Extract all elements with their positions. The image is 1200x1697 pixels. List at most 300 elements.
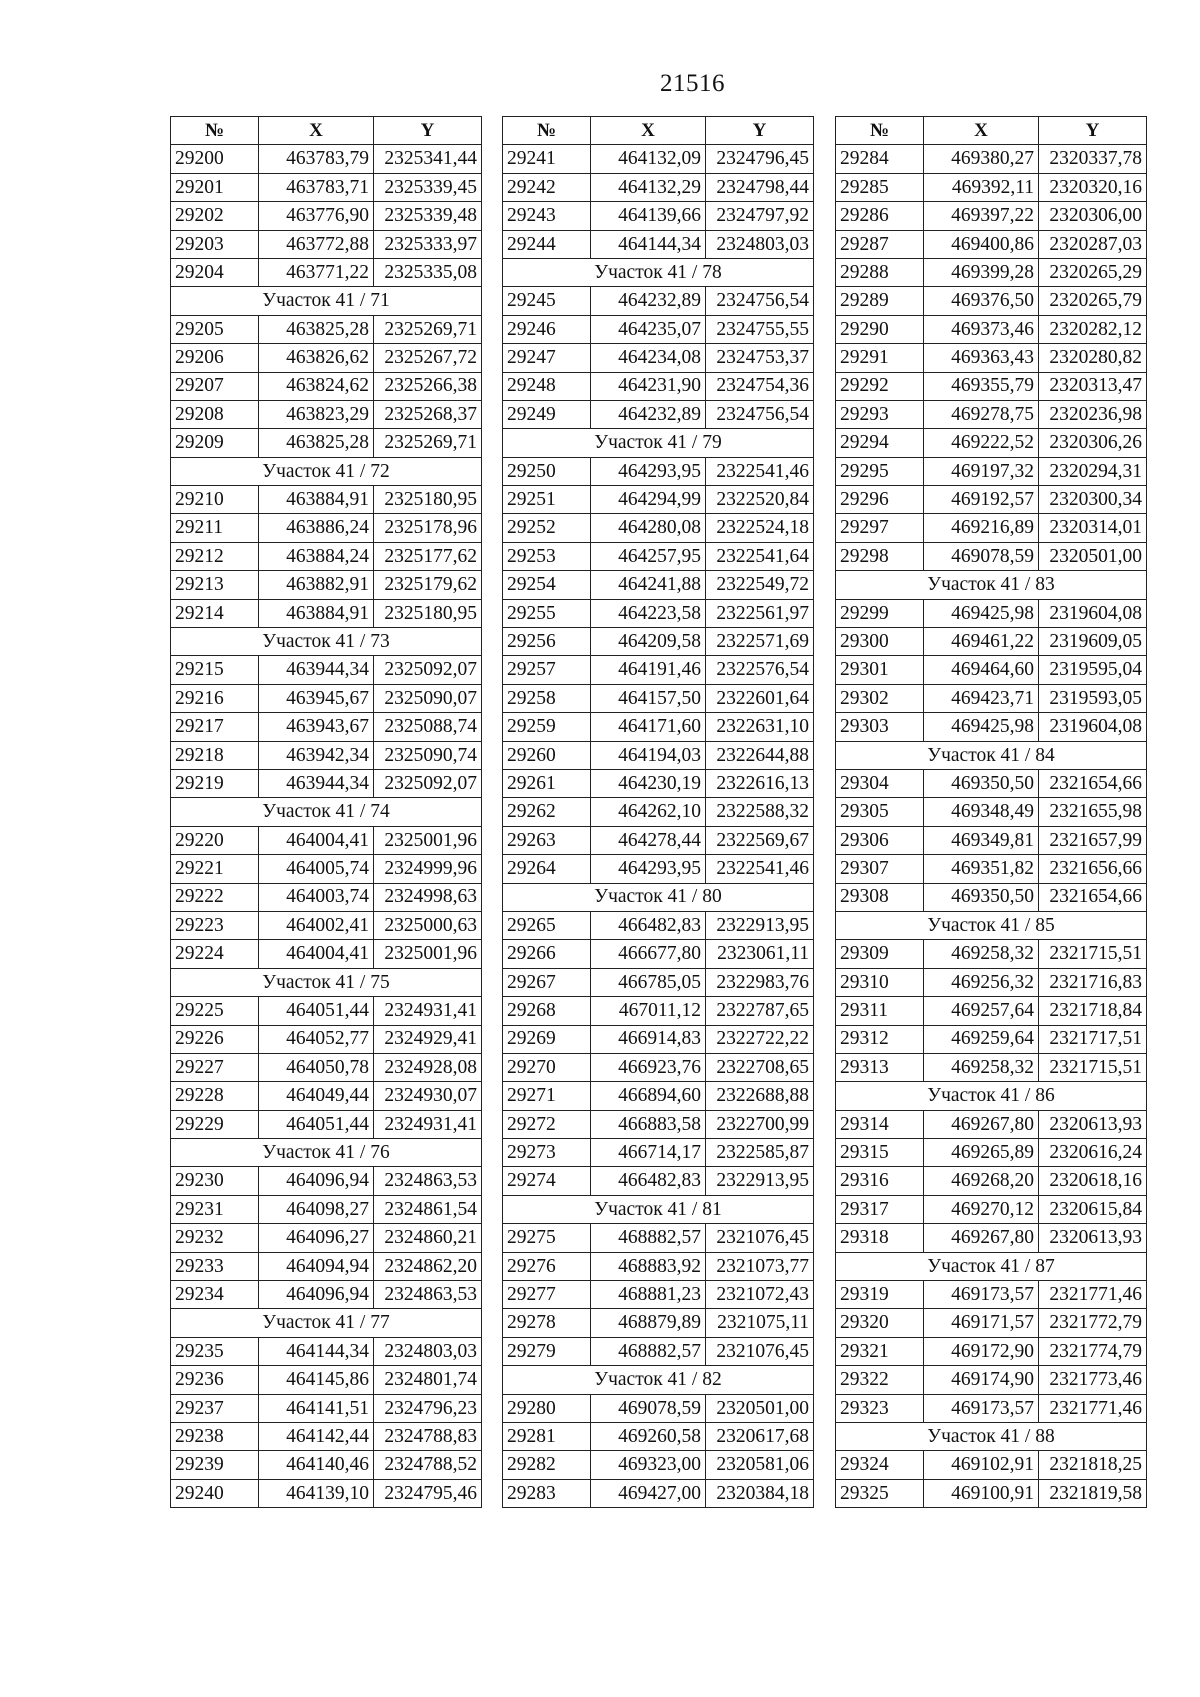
y-coordinate-cell: 2320265,29 — [1039, 258, 1147, 286]
y-coordinate-cell: 2320617,68 — [706, 1422, 814, 1450]
table-row — [836, 798, 1147, 826]
y-coordinate-cell: 2324930,07 — [374, 1082, 482, 1110]
point-number-cell: 29249 — [503, 400, 591, 428]
x-coordinate-cell: 468879,89 — [591, 1309, 706, 1337]
y-coordinate-cell: 2324801,74 — [374, 1366, 482, 1394]
table-row — [836, 1224, 1147, 1252]
y-coordinate-cell: 2319593,05 — [1039, 684, 1147, 712]
table-row — [836, 1366, 1147, 1394]
section-title: Участок 41 / 78 — [503, 258, 814, 286]
point-number-cell: 29303 — [836, 713, 924, 741]
x-coordinate-cell: 464051,44 — [259, 1110, 374, 1138]
table-row — [836, 628, 1147, 656]
point-number-cell: 29217 — [171, 713, 259, 741]
x-coordinate-cell: 464004,41 — [259, 826, 374, 854]
table-row — [171, 1167, 482, 1195]
y-coordinate-cell: 2324796,23 — [374, 1394, 482, 1422]
x-coordinate-cell: 469222,52 — [924, 429, 1039, 457]
x-coordinate-cell: 469400,86 — [924, 230, 1039, 258]
point-number-cell: 29301 — [836, 656, 924, 684]
x-coordinate-cell: 463825,28 — [259, 315, 374, 343]
point-number-cell: 29269 — [503, 1025, 591, 1053]
table-row — [503, 571, 814, 599]
x-coordinate-cell: 468883,92 — [591, 1252, 706, 1280]
x-coordinate-cell: 464144,34 — [259, 1337, 374, 1365]
point-number-cell: 29298 — [836, 542, 924, 570]
table-row — [171, 1451, 482, 1479]
section-header-row — [171, 798, 482, 826]
table-row — [503, 684, 814, 712]
x-coordinate-cell: 469173,57 — [924, 1281, 1039, 1309]
section-title: Участок 41 / 82 — [503, 1366, 814, 1394]
x-coordinate-cell: 467011,12 — [591, 997, 706, 1025]
table-row — [171, 1366, 482, 1394]
table-row — [836, 656, 1147, 684]
section-header-row — [171, 628, 482, 656]
table-row — [171, 1394, 482, 1422]
table-row — [503, 769, 814, 797]
point-number-cell: 29311 — [836, 997, 924, 1025]
x-coordinate-cell: 469348,49 — [924, 798, 1039, 826]
y-coordinate-cell: 2325178,96 — [374, 514, 482, 542]
y-coordinate-cell: 2324796,45 — [706, 145, 814, 173]
table-row — [836, 372, 1147, 400]
x-coordinate-cell: 466482,83 — [591, 911, 706, 939]
x-coordinate-cell: 469267,80 — [924, 1224, 1039, 1252]
y-coordinate-cell: 2324788,52 — [374, 1451, 482, 1479]
x-coordinate-cell: 463776,90 — [259, 202, 374, 230]
point-number-cell: 29206 — [171, 344, 259, 372]
point-number-cell: 29222 — [171, 883, 259, 911]
y-coordinate-cell: 2325333,97 — [374, 230, 482, 258]
table-row — [503, 315, 814, 343]
section-title: Участок 41 / 75 — [171, 968, 482, 996]
x-coordinate-cell: 464231,90 — [591, 372, 706, 400]
table-row — [836, 1110, 1147, 1138]
table-row — [171, 202, 482, 230]
point-number-cell: 29289 — [836, 287, 924, 315]
x-coordinate-cell: 469350,50 — [924, 883, 1039, 911]
section-title: Участок 41 / 84 — [836, 741, 1147, 769]
table-row — [171, 542, 482, 570]
point-number-cell: 29262 — [503, 798, 591, 826]
point-number-cell: 29209 — [171, 429, 259, 457]
x-coordinate-cell: 463825,28 — [259, 429, 374, 457]
x-coordinate-cell: 464144,34 — [591, 230, 706, 258]
y-coordinate-cell: 2322983,76 — [706, 968, 814, 996]
x-coordinate-cell: 464094,94 — [259, 1252, 374, 1280]
x-coordinate-cell: 469392,11 — [924, 173, 1039, 201]
x-coordinate-cell: 469376,50 — [924, 287, 1039, 315]
y-coordinate-cell: 2325269,71 — [374, 429, 482, 457]
y-coordinate-cell: 2322688,88 — [706, 1082, 814, 1110]
table-row — [171, 258, 482, 286]
point-number-cell: 29282 — [503, 1451, 591, 1479]
y-coordinate-cell: 2319595,04 — [1039, 656, 1147, 684]
y-coordinate-cell: 2320581,06 — [706, 1451, 814, 1479]
table-row — [503, 372, 814, 400]
table-header-row — [836, 117, 1147, 145]
x-coordinate-cell: 463783,71 — [259, 173, 374, 201]
coordinates-table-left — [170, 116, 482, 1508]
point-number-cell: 29201 — [171, 173, 259, 201]
y-coordinate-cell: 2319604,08 — [1039, 713, 1147, 741]
x-coordinate-cell: 469351,82 — [924, 855, 1039, 883]
table-row — [503, 202, 814, 230]
y-coordinate-cell: 2325000,63 — [374, 911, 482, 939]
point-number-cell: 29305 — [836, 798, 924, 826]
y-coordinate-cell: 2321715,51 — [1039, 1053, 1147, 1081]
table-row — [503, 1167, 814, 1195]
point-number-cell: 29215 — [171, 656, 259, 684]
y-coordinate-cell: 2324999,96 — [374, 855, 482, 883]
table-row — [503, 400, 814, 428]
table-row — [836, 1451, 1147, 1479]
section-header-row — [171, 1139, 482, 1167]
table-row — [836, 1394, 1147, 1422]
point-number-cell: 29273 — [503, 1139, 591, 1167]
y-coordinate-cell: 2325267,72 — [374, 344, 482, 372]
point-number-cell: 29234 — [171, 1281, 259, 1309]
x-coordinate-cell: 463771,22 — [259, 258, 374, 286]
table-row — [171, 1479, 482, 1507]
table-row — [503, 145, 814, 173]
y-coordinate-cell: 2320616,24 — [1039, 1139, 1147, 1167]
y-coordinate-cell: 2324754,36 — [706, 372, 814, 400]
x-coordinate-cell: 464234,08 — [591, 344, 706, 372]
point-number-cell: 29300 — [836, 628, 924, 656]
y-coordinate-cell: 2321654,66 — [1039, 883, 1147, 911]
point-number-cell: 29307 — [836, 855, 924, 883]
point-number-cell: 29253 — [503, 542, 591, 570]
section-header-row — [836, 571, 1147, 599]
y-coordinate-cell: 2321773,46 — [1039, 1366, 1147, 1394]
x-coordinate-cell: 466785,05 — [591, 968, 706, 996]
table-row — [836, 230, 1147, 258]
table-body — [171, 145, 482, 1508]
table-row — [836, 1337, 1147, 1365]
table-row — [171, 1422, 482, 1450]
y-coordinate-cell: 2324797,92 — [706, 202, 814, 230]
point-number-cell: 29318 — [836, 1224, 924, 1252]
x-coordinate-cell: 464132,09 — [591, 145, 706, 173]
table-row — [836, 1167, 1147, 1195]
point-number-cell: 29256 — [503, 628, 591, 656]
point-number-cell: 29254 — [503, 571, 591, 599]
section-header-row — [503, 258, 814, 286]
x-coordinate-cell: 466714,17 — [591, 1139, 706, 1167]
point-number-cell: 29240 — [171, 1479, 259, 1507]
column-header-y: Y — [374, 117, 482, 145]
table-header-row — [171, 117, 482, 145]
point-number-cell: 29261 — [503, 769, 591, 797]
y-coordinate-cell: 2322787,65 — [706, 997, 814, 1025]
table-row — [836, 258, 1147, 286]
y-coordinate-cell: 2325339,45 — [374, 173, 482, 201]
x-coordinate-cell: 464257,95 — [591, 542, 706, 570]
y-coordinate-cell: 2322524,18 — [706, 514, 814, 542]
point-number-cell: 29218 — [171, 741, 259, 769]
x-coordinate-cell: 469174,90 — [924, 1366, 1039, 1394]
table-row — [171, 741, 482, 769]
y-coordinate-cell: 2324798,44 — [706, 173, 814, 201]
point-number-cell: 29306 — [836, 826, 924, 854]
point-number-cell: 29280 — [503, 1394, 591, 1422]
x-coordinate-cell: 469192,57 — [924, 486, 1039, 514]
point-number-cell: 29266 — [503, 940, 591, 968]
table-row — [171, 344, 482, 372]
y-coordinate-cell: 2322569,67 — [706, 826, 814, 854]
y-coordinate-cell: 2321656,66 — [1039, 855, 1147, 883]
x-coordinate-cell: 469260,58 — [591, 1422, 706, 1450]
point-number-cell: 29264 — [503, 855, 591, 883]
point-number-cell: 29293 — [836, 400, 924, 428]
section-header-row — [836, 741, 1147, 769]
table-row — [836, 457, 1147, 485]
section-title: Участок 41 / 77 — [171, 1309, 482, 1337]
point-number-cell: 29210 — [171, 486, 259, 514]
x-coordinate-cell: 469464,60 — [924, 656, 1039, 684]
table-row — [836, 315, 1147, 343]
table-row — [836, 713, 1147, 741]
y-coordinate-cell: 2319604,08 — [1039, 599, 1147, 627]
x-coordinate-cell: 469355,79 — [924, 372, 1039, 400]
y-coordinate-cell: 2321075,11 — [706, 1309, 814, 1337]
point-number-cell: 29304 — [836, 769, 924, 797]
y-coordinate-cell: 2320236,98 — [1039, 400, 1147, 428]
point-number-cell: 29295 — [836, 457, 924, 485]
table-row — [503, 1281, 814, 1309]
table-row — [836, 599, 1147, 627]
point-number-cell: 29213 — [171, 571, 259, 599]
table-row — [503, 457, 814, 485]
table-row — [171, 514, 482, 542]
point-number-cell: 29221 — [171, 855, 259, 883]
point-number-cell: 29265 — [503, 911, 591, 939]
point-number-cell: 29202 — [171, 202, 259, 230]
point-number-cell: 29200 — [171, 145, 259, 173]
table-header-row — [503, 117, 814, 145]
table-row — [503, 741, 814, 769]
coordinates-table-right — [835, 116, 1147, 1508]
x-coordinate-cell: 463884,24 — [259, 542, 374, 570]
y-coordinate-cell: 2320618,16 — [1039, 1167, 1147, 1195]
y-coordinate-cell: 2321716,83 — [1039, 968, 1147, 996]
column-header-x: X — [591, 117, 706, 145]
point-number-cell: 29267 — [503, 968, 591, 996]
y-coordinate-cell: 2322708,65 — [706, 1053, 814, 1081]
x-coordinate-cell: 464002,41 — [259, 911, 374, 939]
x-coordinate-cell: 469256,32 — [924, 968, 1039, 996]
x-coordinate-cell: 469425,98 — [924, 713, 1039, 741]
point-number-cell: 29229 — [171, 1110, 259, 1138]
x-coordinate-cell: 466894,60 — [591, 1082, 706, 1110]
x-coordinate-cell: 469270,12 — [924, 1195, 1039, 1223]
y-coordinate-cell: 2320613,93 — [1039, 1110, 1147, 1138]
x-coordinate-cell: 464293,95 — [591, 855, 706, 883]
section-header-row — [836, 1422, 1147, 1450]
table-row — [836, 486, 1147, 514]
y-coordinate-cell: 2320337,78 — [1039, 145, 1147, 173]
table-row — [171, 769, 482, 797]
y-coordinate-cell: 2324755,55 — [706, 315, 814, 343]
table-row — [503, 173, 814, 201]
x-coordinate-cell: 466914,83 — [591, 1025, 706, 1053]
x-coordinate-cell: 463942,34 — [259, 741, 374, 769]
y-coordinate-cell: 2324863,53 — [374, 1281, 482, 1309]
x-coordinate-cell: 463944,34 — [259, 769, 374, 797]
x-coordinate-cell: 464141,51 — [259, 1394, 374, 1422]
table-row — [836, 1139, 1147, 1167]
table-row — [171, 429, 482, 457]
table-row — [171, 684, 482, 712]
table-row — [836, 769, 1147, 797]
table-row — [503, 855, 814, 883]
point-number-cell: 29319 — [836, 1281, 924, 1309]
x-coordinate-cell: 464232,89 — [591, 400, 706, 428]
x-coordinate-cell: 468882,57 — [591, 1337, 706, 1365]
x-coordinate-cell: 463882,91 — [259, 571, 374, 599]
table-row — [171, 855, 482, 883]
y-coordinate-cell: 2324788,83 — [374, 1422, 482, 1450]
table-row — [171, 230, 482, 258]
x-coordinate-cell: 464003,74 — [259, 883, 374, 911]
table-row — [836, 1025, 1147, 1053]
table-row — [503, 1252, 814, 1280]
x-coordinate-cell: 463783,79 — [259, 145, 374, 173]
x-coordinate-cell: 464293,95 — [591, 457, 706, 485]
point-number-cell: 29226 — [171, 1025, 259, 1053]
y-coordinate-cell: 2322576,54 — [706, 656, 814, 684]
y-coordinate-cell: 2324756,54 — [706, 400, 814, 428]
point-number-cell: 29257 — [503, 656, 591, 684]
point-number-cell: 29315 — [836, 1139, 924, 1167]
y-coordinate-cell: 2321073,77 — [706, 1252, 814, 1280]
point-number-cell: 29322 — [836, 1366, 924, 1394]
y-coordinate-cell: 2321771,46 — [1039, 1394, 1147, 1422]
table-body — [836, 145, 1147, 1508]
y-coordinate-cell: 2320615,84 — [1039, 1195, 1147, 1223]
x-coordinate-cell: 464142,44 — [259, 1422, 374, 1450]
y-coordinate-cell: 2322571,69 — [706, 628, 814, 656]
table-row — [503, 997, 814, 1025]
x-coordinate-cell: 464232,89 — [591, 287, 706, 315]
table-row — [503, 599, 814, 627]
point-number-cell: 29271 — [503, 1082, 591, 1110]
table-row — [171, 145, 482, 173]
x-coordinate-cell: 469197,32 — [924, 457, 1039, 485]
y-coordinate-cell: 2322541,46 — [706, 457, 814, 485]
y-coordinate-cell: 2321657,99 — [1039, 826, 1147, 854]
point-number-cell: 29207 — [171, 372, 259, 400]
y-coordinate-cell: 2322541,64 — [706, 542, 814, 570]
point-number-cell: 29291 — [836, 344, 924, 372]
point-number-cell: 29294 — [836, 429, 924, 457]
point-number-cell: 29316 — [836, 1167, 924, 1195]
y-coordinate-cell: 2322601,64 — [706, 684, 814, 712]
y-coordinate-cell: 2324928,08 — [374, 1053, 482, 1081]
point-number-cell: 29263 — [503, 826, 591, 854]
table-row — [171, 1053, 482, 1081]
point-number-cell: 29292 — [836, 372, 924, 400]
point-number-cell: 29241 — [503, 145, 591, 173]
x-coordinate-cell: 466677,80 — [591, 940, 706, 968]
table-row — [503, 1422, 814, 1450]
y-coordinate-cell: 2324803,03 — [374, 1337, 482, 1365]
table-row — [171, 883, 482, 911]
point-number-cell: 29252 — [503, 514, 591, 542]
x-coordinate-cell: 469423,71 — [924, 684, 1039, 712]
y-coordinate-cell: 2322561,97 — [706, 599, 814, 627]
y-coordinate-cell: 2321718,84 — [1039, 997, 1147, 1025]
table-row — [503, 656, 814, 684]
section-header-row — [171, 287, 482, 315]
y-coordinate-cell: 2325268,37 — [374, 400, 482, 428]
table-row — [171, 911, 482, 939]
x-coordinate-cell: 464004,41 — [259, 940, 374, 968]
table-row — [503, 1394, 814, 1422]
point-number-cell: 29284 — [836, 145, 924, 173]
x-coordinate-cell: 464096,94 — [259, 1281, 374, 1309]
section-header-row — [503, 1366, 814, 1394]
y-coordinate-cell: 2321654,66 — [1039, 769, 1147, 797]
point-number-cell: 29299 — [836, 599, 924, 627]
section-header-row — [171, 968, 482, 996]
x-coordinate-cell: 463884,91 — [259, 486, 374, 514]
table-row — [171, 173, 482, 201]
x-coordinate-cell: 464280,08 — [591, 514, 706, 542]
section-title: Участок 41 / 79 — [503, 429, 814, 457]
y-coordinate-cell: 2325177,62 — [374, 542, 482, 570]
table-row — [503, 1082, 814, 1110]
x-coordinate-cell: 469171,57 — [924, 1309, 1039, 1337]
section-header-row — [836, 1252, 1147, 1280]
section-title: Участок 41 / 71 — [171, 287, 482, 315]
y-coordinate-cell: 2320314,01 — [1039, 514, 1147, 542]
point-number-cell: 29236 — [171, 1366, 259, 1394]
x-coordinate-cell: 469350,50 — [924, 769, 1039, 797]
table-row — [171, 315, 482, 343]
point-number-cell: 29275 — [503, 1224, 591, 1252]
x-coordinate-cell: 469265,89 — [924, 1139, 1039, 1167]
y-coordinate-cell: 2321076,45 — [706, 1337, 814, 1365]
point-number-cell: 29246 — [503, 315, 591, 343]
point-number-cell: 29325 — [836, 1479, 924, 1507]
point-number-cell: 29223 — [171, 911, 259, 939]
table-row — [171, 713, 482, 741]
y-coordinate-cell: 2322541,46 — [706, 855, 814, 883]
y-coordinate-cell: 2319609,05 — [1039, 628, 1147, 656]
y-coordinate-cell: 2325092,07 — [374, 656, 482, 684]
table-row — [171, 1082, 482, 1110]
point-number-cell: 29231 — [171, 1195, 259, 1223]
y-coordinate-cell: 2325090,74 — [374, 741, 482, 769]
point-number-cell: 29321 — [836, 1337, 924, 1365]
page-number: 21516 — [660, 70, 725, 97]
y-coordinate-cell: 2321076,45 — [706, 1224, 814, 1252]
column-header-x: X — [259, 117, 374, 145]
point-number-cell: 29314 — [836, 1110, 924, 1138]
y-coordinate-cell: 2325088,74 — [374, 713, 482, 741]
section-title: Участок 41 / 85 — [836, 911, 1147, 939]
y-coordinate-cell: 2324860,21 — [374, 1224, 482, 1252]
column-header-number: № — [836, 117, 924, 145]
table-row — [171, 372, 482, 400]
table-row — [503, 344, 814, 372]
column-header-number: № — [503, 117, 591, 145]
table-row — [836, 173, 1147, 201]
point-number-cell: 29255 — [503, 599, 591, 627]
